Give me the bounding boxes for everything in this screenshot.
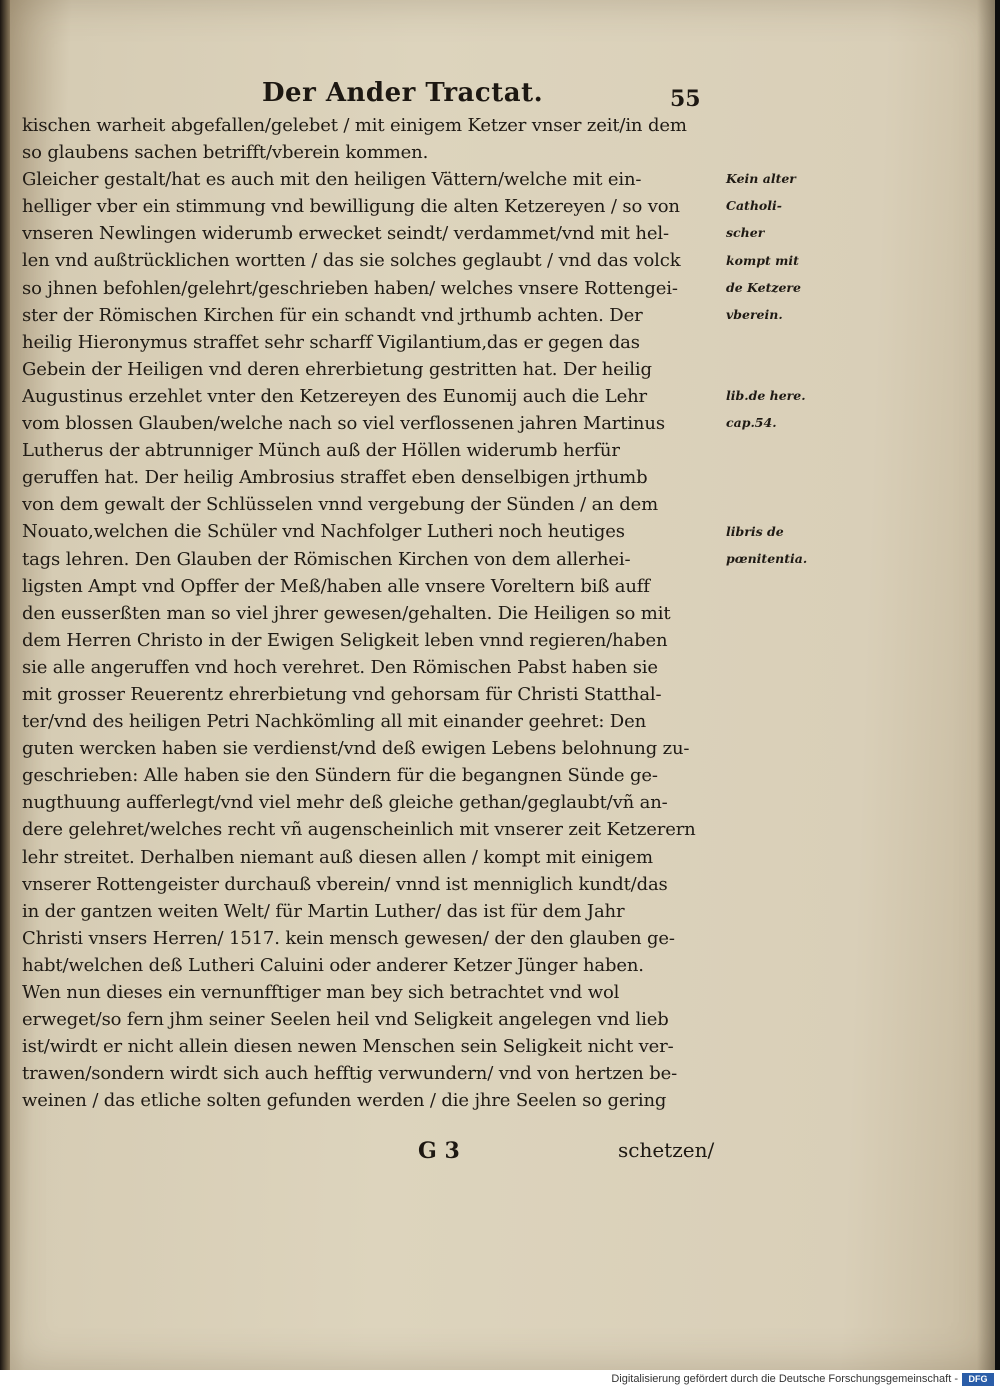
funding-credit: Digitalisierung gefördert durch die Deutsche Forschungsgemeinschaft - <box>611 1373 958 1385</box>
text-line: ster der Römischen Kirchen für ein schandt vnd jrthumb achten. Der <box>22 304 643 326</box>
text-line: tags lehren. Den Glauben der Römischen Kirchen von dem allerhei- <box>22 548 631 570</box>
text-line: vom blossen Glauben/welche nach so viel verflossenen jahren Martinus <box>22 413 665 435</box>
text-line: den eusserßten man so viel jhrer gewesen/gehalten. Die Heiligen so mit <box>22 602 671 624</box>
text-line: sie alle angeruffen vnd hoch verehret. Den Römischen Pabst haben sie <box>22 656 658 678</box>
text-line: kischen warheit abgefallen/gelebet / mit einigem Ketzer vnser zeit/in dem <box>22 115 687 136</box>
body-text <box>22 112 722 1114</box>
text-line: mit grosser Reuerentz ehrerbietung vnd gehorsam für Christi Statthal- <box>22 683 662 705</box>
signature-mark: G 3 <box>418 1138 460 1164</box>
text-line: Augustinus erzehlet vnter den Ketzereyen des Eunomij auch die Lehr <box>22 385 647 407</box>
dfg-logo-icon: DFG <box>962 1373 994 1386</box>
book-page <box>10 0 995 1370</box>
page-number: 55 <box>670 86 701 112</box>
text-line: dere gelehret/welches recht vñ augenscheinlich mit vnserer zeit Ketzerern <box>22 819 696 841</box>
margin-note: vberein. <box>726 306 783 322</box>
text-line: habt/welchen deß Lutheri Caluini oder anderer Ketzer Jünger haben. <box>22 954 644 976</box>
margin-note: lib.de here. <box>726 388 806 403</box>
text-line: vnserer Rottengeister durchauß vberein/ vnnd ist menniglich kundt/das <box>22 873 668 895</box>
text-line: len vnd außtrücklichen wortten / das sie solches geglaubt / vnd das volck <box>22 250 681 272</box>
margin-note: Catholi- <box>726 198 782 214</box>
margin-note: libris de <box>726 523 784 539</box>
text-line: Christi vnsers Herren/ 1517. kein mensch gewesen/ der den glauben ge- <box>22 927 675 949</box>
text-line: in der gantzen weiten Welt/ für Martin Luther/ das ist für dem Jahr <box>22 900 625 922</box>
text-line: geschrieben: Alle haben sie den Sündern für die begangnen Sünde ge- <box>22 765 658 787</box>
page-edge-shadow <box>977 0 995 1370</box>
text-line: ligsten Ampt vnd Opffer der Meß/haben alle vnsere Voreltern biß auff <box>22 575 650 597</box>
margin-note: Kein alter <box>726 171 796 187</box>
text-line: so jhnen befohlen/gelehrt/geschrieben haben/ welches vnsere Rottengei- <box>22 277 678 299</box>
text-line: ist/wirdt er nicht allein diesen newen Menschen sein Seligkeit nicht ver- <box>22 1036 674 1058</box>
margin-note: kompt mit <box>726 252 799 268</box>
text-line: lehr streitet. Derhalben niemant auß diesen allen / kompt mit einigem <box>22 846 653 868</box>
text-line: geruffen hat. Der heilig Ambrosius straffet eben denselbigen jrthumb <box>22 467 648 489</box>
text-line: Nouato,welchen die Schüler vnd Nachfolger Lutheri noch heutiges <box>22 521 625 543</box>
footer-bar <box>0 1370 1000 1390</box>
text-line: helliger vber ein stimmung vnd bewilligung die alten Ketzereyen / so von <box>22 196 680 218</box>
margin-note: de Ketzere <box>726 279 801 295</box>
margin-note: pœnitentia. <box>726 550 808 566</box>
text-line: dem Herren Christo in der Ewigen Seligkeit leben vnnd regieren/haben <box>22 629 668 651</box>
text-line: vnseren Newlingen widerumb erwecket seindt/ verdammet/vnd mit hel- <box>22 223 669 245</box>
running-head: Der Ander Tractat. <box>262 78 544 108</box>
text-line: von dem gewalt der Schlüsselen vnnd vergebung der Sünden / an dem <box>22 494 659 516</box>
catchword: schetzen/ <box>618 1138 715 1162</box>
text-line: Gleicher gestalt/hat es auch mit den heiligen Vättern/welche mit ein- <box>22 169 642 191</box>
text-line: ter/vnd des heiligen Petri Nachkömling all mit einander geehret: Den <box>22 711 647 733</box>
text-line: so glaubens sachen betrifft/vberein kommen. <box>22 142 429 164</box>
text-line: trawen/sondern wirdt sich auch hefftig verwundern/ vnd von hertzen be- <box>22 1063 677 1085</box>
text-line: Gebein der Heiligen vnd deren ehrerbietung gestritten hat. Der heilig <box>22 358 652 380</box>
text-line: Lutherus der abtrunniger Münch auß der Höllen widerumb herfür <box>22 440 620 462</box>
text-line: nugthuung aufferlegt/vnd viel mehr deß gleiche gethan/geglaubt/vñ an- <box>22 792 668 814</box>
margin-note: scher <box>726 225 765 241</box>
text-line: heilig Hieronymus straffet sehr scharff Vigilantium,das er gegen das <box>22 331 640 353</box>
text-line: Wen nun dieses ein vernunfftiger man bey sich betrachtet vnd wol <box>22 982 620 1003</box>
margin-note: cap.54. <box>726 415 777 431</box>
text-line: weinen / das etliche solten gefunden werden / die jhre Seelen so gering <box>22 1090 667 1112</box>
text-line: guten wercken haben sie verdienst/vnd deß ewigen Lebens belohnung zu- <box>22 738 690 760</box>
text-line: erweget/so fern jhm seiner Seelen heil vnd Seligkeit angelegen vnd lieb <box>22 1009 669 1031</box>
